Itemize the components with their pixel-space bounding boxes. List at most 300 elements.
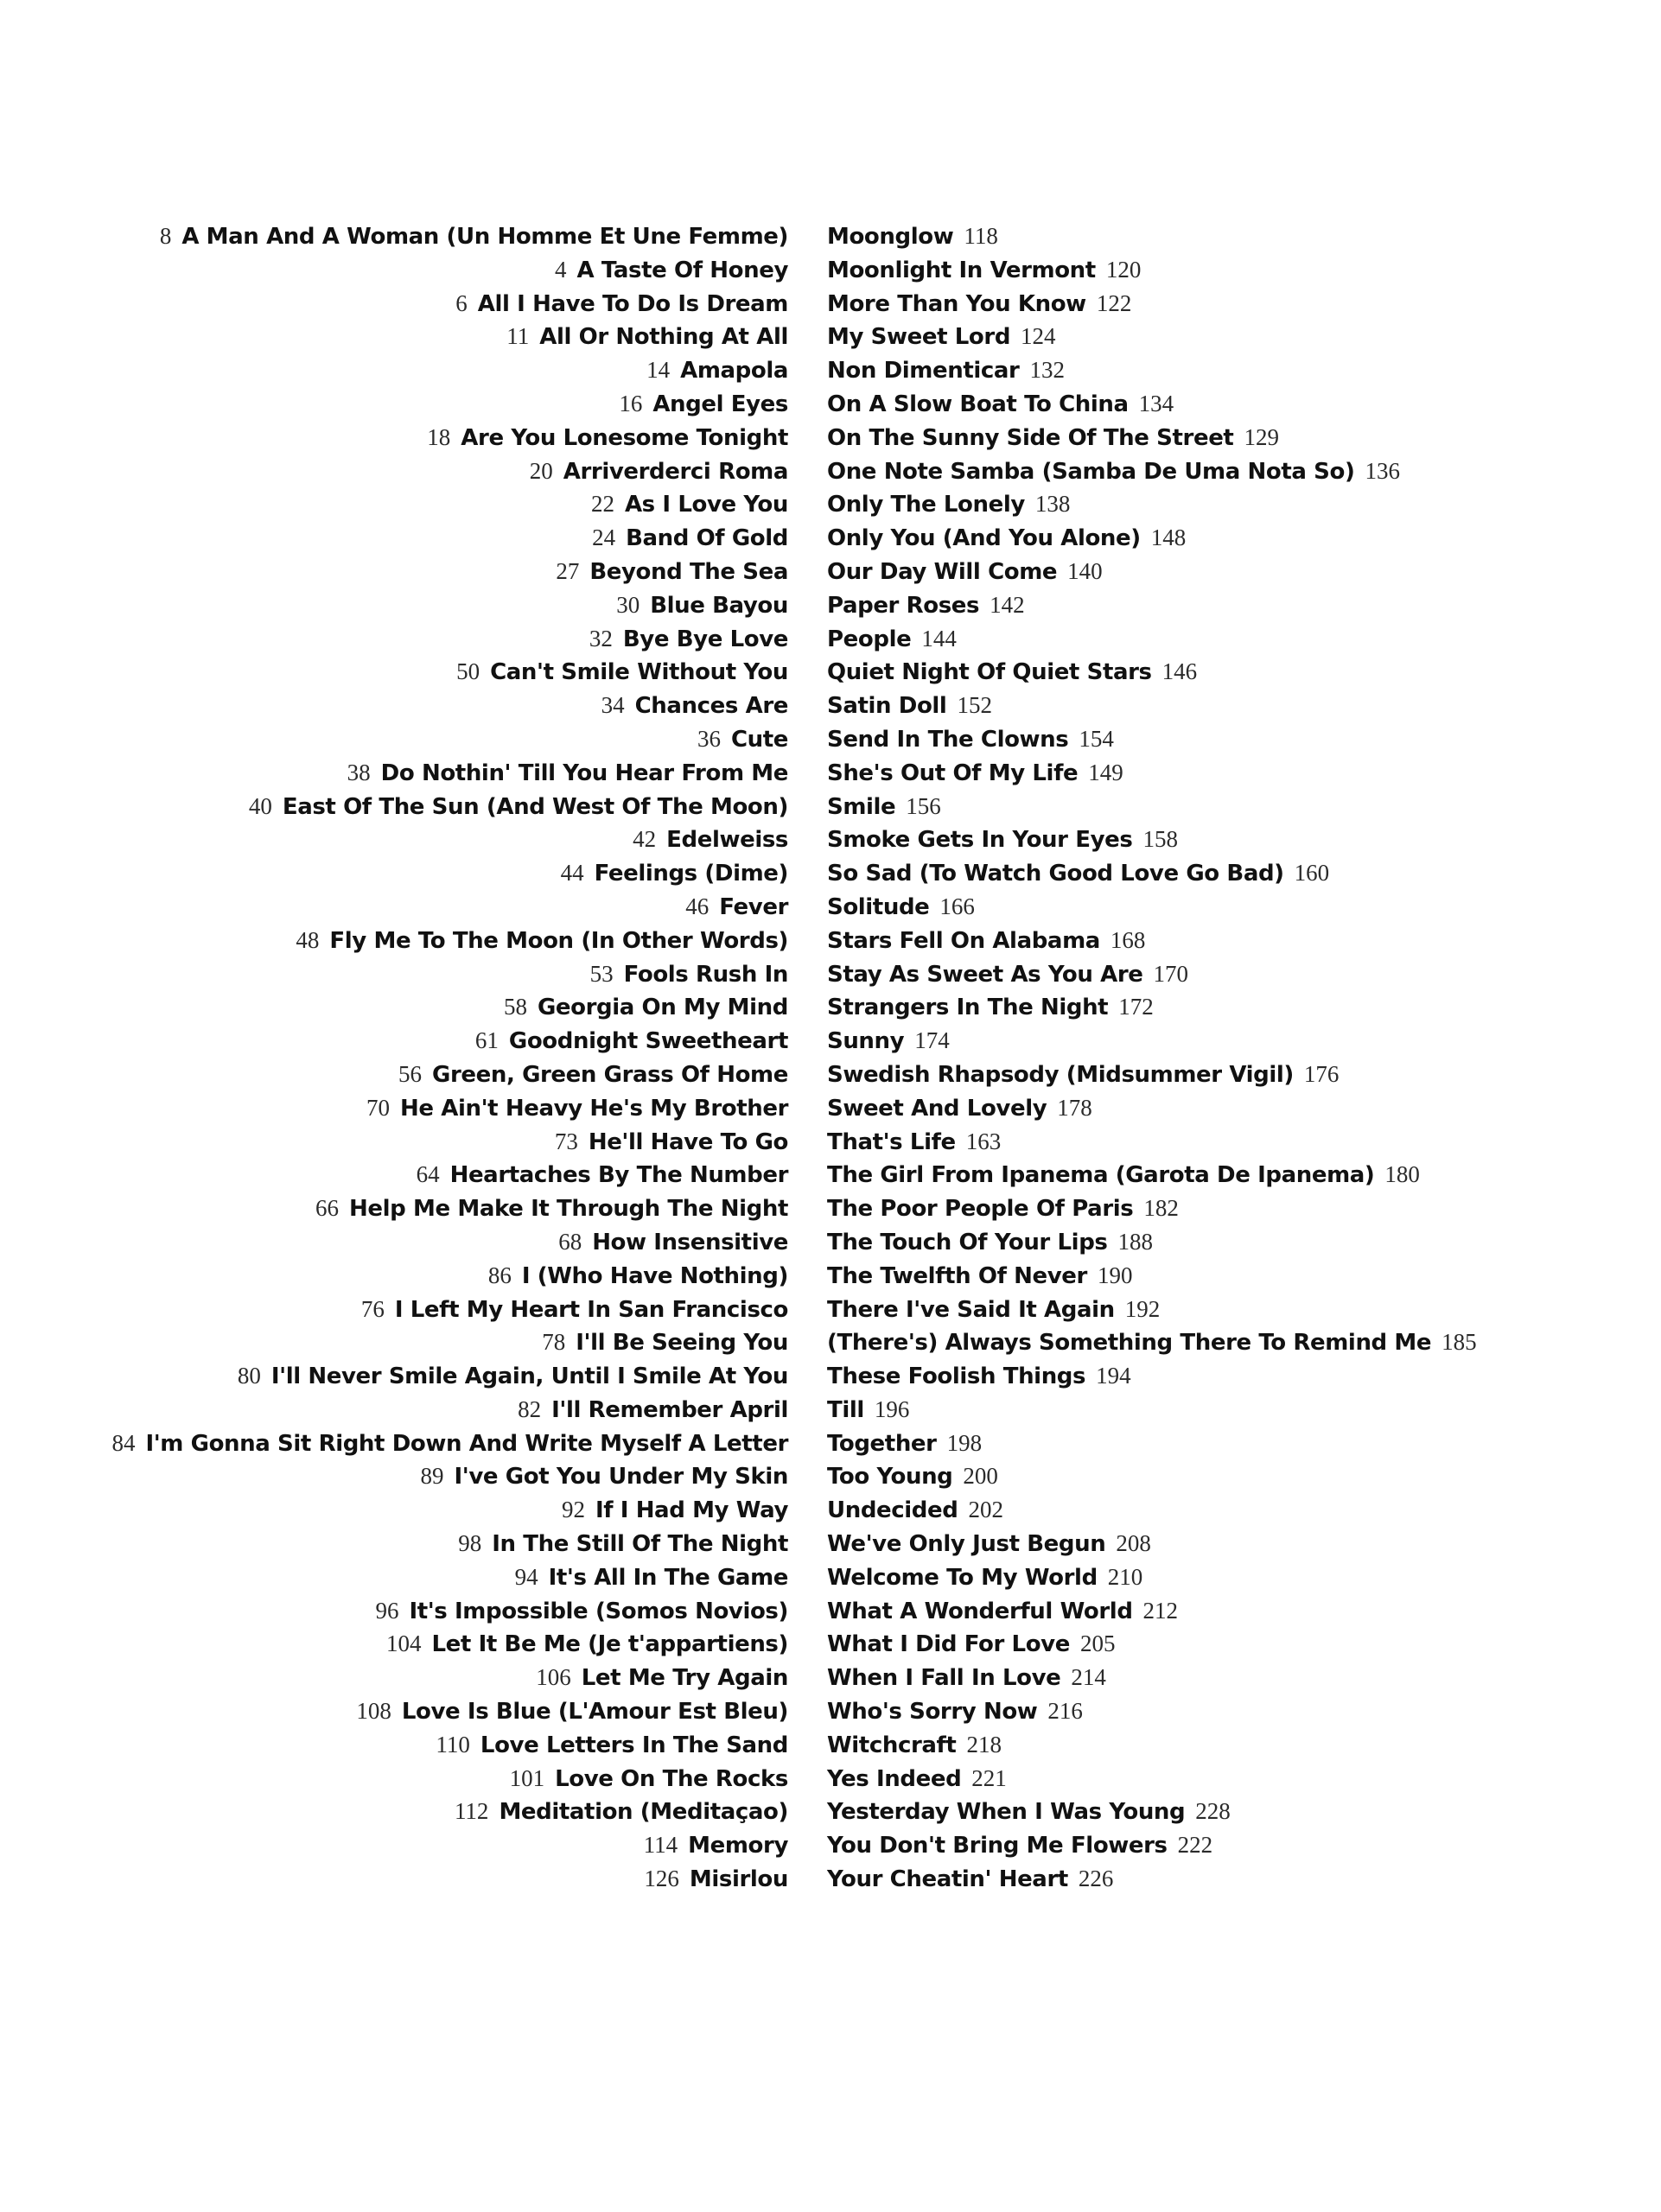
page-number: 188 bbox=[1117, 1228, 1153, 1255]
page-number: 129 bbox=[1244, 423, 1279, 450]
toc-entry bbox=[827, 924, 1477, 957]
page-number: 40 bbox=[248, 792, 272, 819]
toc-entry bbox=[827, 1058, 1477, 1091]
page-number: 80 bbox=[237, 1363, 261, 1389]
song-title: Fools Rush In bbox=[623, 961, 788, 988]
song-title: Swedish Rhapsody (Midsummer Vigil) bbox=[827, 1061, 1294, 1088]
song-title: Memory bbox=[688, 1833, 788, 1859]
page-number: 36 bbox=[697, 725, 721, 752]
toc-entry bbox=[827, 1862, 1477, 1896]
page-number: 8 bbox=[159, 223, 172, 249]
page-number: 149 bbox=[1088, 759, 1123, 785]
song-title: Arriverderci Roma bbox=[563, 458, 788, 485]
song-title: I'll Remember April bbox=[551, 1396, 788, 1423]
song-title: Edelweiss bbox=[666, 827, 788, 854]
page-number: 182 bbox=[1143, 1195, 1179, 1222]
song-title: What A Wonderful World bbox=[827, 1598, 1133, 1624]
toc-entry bbox=[111, 253, 788, 287]
page-number: 122 bbox=[1096, 289, 1132, 316]
song-title: Yes Indeed bbox=[827, 1765, 962, 1792]
page-number: 42 bbox=[633, 826, 657, 853]
song-title: A Man And A Woman (Un Homme Et Une Femme) bbox=[181, 224, 788, 250]
song-title: Can't Smile Without You bbox=[490, 659, 788, 686]
page-number: 192 bbox=[1124, 1295, 1161, 1322]
toc-entry bbox=[111, 1125, 788, 1159]
song-title: East Of The Sun (And West Of The Moon) bbox=[282, 793, 788, 820]
toc-entry bbox=[827, 1393, 1477, 1427]
song-title: Only The Lonely bbox=[827, 492, 1025, 518]
page-number: 174 bbox=[914, 1027, 950, 1054]
song-title: Stay As Sweet As You Are bbox=[827, 961, 1143, 988]
song-title: Meditation (Meditaçao) bbox=[499, 1799, 788, 1826]
page-number: 18 bbox=[427, 423, 451, 450]
toc-entry bbox=[111, 756, 788, 790]
song-title: He'll Have To Go bbox=[588, 1128, 788, 1155]
song-title: Strangers In The Night bbox=[827, 995, 1109, 1021]
toc-entry bbox=[827, 387, 1477, 421]
page-number: 38 bbox=[347, 759, 371, 785]
toc-entry bbox=[827, 890, 1477, 924]
page-number: 92 bbox=[561, 1497, 585, 1523]
toc-entry bbox=[111, 957, 788, 991]
toc-entry bbox=[111, 1393, 788, 1427]
page-number: 86 bbox=[487, 1262, 512, 1288]
toc-entry bbox=[111, 1694, 788, 1728]
page-number: 218 bbox=[966, 1731, 1002, 1758]
page-number: 114 bbox=[643, 1832, 678, 1859]
toc-entry bbox=[827, 957, 1477, 991]
song-title: I'll Be Seeing You bbox=[576, 1330, 788, 1357]
toc-entry bbox=[827, 1627, 1477, 1661]
toc-entry bbox=[827, 219, 1477, 253]
toc-entry bbox=[111, 1293, 788, 1326]
toc-entry bbox=[111, 924, 788, 957]
toc-entry bbox=[827, 1459, 1477, 1493]
page-number: 11 bbox=[506, 323, 530, 350]
page-number: 30 bbox=[616, 591, 640, 618]
song-title: All Or Nothing At All bbox=[539, 324, 788, 351]
page-number: 134 bbox=[1138, 390, 1174, 416]
toc-entry bbox=[111, 1091, 788, 1125]
page-number: 27 bbox=[556, 557, 580, 584]
toc-entry bbox=[111, 1762, 788, 1796]
song-title: That's Life bbox=[827, 1128, 956, 1155]
toc-entry bbox=[111, 1828, 788, 1862]
page-number: 68 bbox=[558, 1228, 582, 1255]
song-title: Your Cheatin' Heart bbox=[827, 1866, 1068, 1893]
toc-entry bbox=[111, 1225, 788, 1259]
song-title: Satin Doll bbox=[827, 693, 947, 720]
song-title: One Note Samba (Samba De Uma Nota So) bbox=[827, 458, 1355, 485]
toc-entry bbox=[827, 521, 1477, 555]
page-number: 44 bbox=[560, 860, 584, 887]
toc-entry bbox=[111, 823, 788, 856]
toc-entry bbox=[111, 1527, 788, 1560]
toc-entry bbox=[827, 1225, 1477, 1259]
page-number: 163 bbox=[965, 1128, 1002, 1154]
song-title: Beyond The Sea bbox=[589, 558, 788, 585]
page-number: 158 bbox=[1142, 826, 1178, 853]
song-title: Band Of Gold bbox=[626, 525, 788, 552]
page-number: 96 bbox=[375, 1597, 399, 1624]
song-title: He Ain't Heavy He's My Brother bbox=[400, 1095, 788, 1122]
toc-entry bbox=[111, 1427, 788, 1460]
toc-entry bbox=[827, 1024, 1477, 1058]
song-title: Angel Eyes bbox=[652, 391, 788, 417]
toc-entry bbox=[827, 1694, 1477, 1728]
page-number: 228 bbox=[1195, 1798, 1231, 1825]
song-title: Together bbox=[827, 1430, 937, 1457]
page-number: 106 bbox=[536, 1664, 571, 1691]
page-number: 108 bbox=[356, 1698, 391, 1725]
toc-entry bbox=[111, 219, 788, 253]
toc-entry bbox=[827, 990, 1477, 1024]
page-number: 58 bbox=[503, 994, 527, 1020]
song-title: Heartaches By The Number bbox=[449, 1162, 788, 1189]
toc-entry bbox=[111, 1493, 788, 1527]
toc-entry bbox=[827, 555, 1477, 588]
song-title: I Left My Heart In San Francisco bbox=[394, 1296, 788, 1323]
song-title: I (Who Have Nothing) bbox=[521, 1262, 788, 1289]
song-title: The Poor People Of Paris bbox=[827, 1196, 1134, 1223]
page-number: 98 bbox=[458, 1530, 482, 1557]
toc-entry bbox=[111, 622, 788, 656]
song-title: (There's) Always Something There To Remind Me bbox=[827, 1330, 1432, 1357]
page-number: 56 bbox=[398, 1060, 422, 1087]
song-title: Non Dimenticar bbox=[827, 358, 1020, 385]
toc-entry bbox=[827, 320, 1477, 353]
toc-entry bbox=[827, 287, 1477, 321]
page-number: 210 bbox=[1107, 1563, 1143, 1590]
page-number: 208 bbox=[1116, 1530, 1151, 1557]
song-title: Feelings (Dime) bbox=[594, 861, 788, 887]
page-number: 16 bbox=[619, 390, 643, 416]
song-title: My Sweet Lord bbox=[827, 324, 1011, 351]
page-number: 226 bbox=[1078, 1866, 1114, 1892]
song-title: Do Nothin' Till You Hear From Me bbox=[380, 760, 788, 786]
page-number: 160 bbox=[1294, 860, 1330, 887]
page-number: 172 bbox=[1118, 994, 1154, 1020]
page-number: 120 bbox=[1105, 256, 1142, 283]
page-number: 214 bbox=[1071, 1664, 1106, 1691]
toc-entry bbox=[827, 856, 1477, 890]
song-title: How Insensitive bbox=[592, 1229, 788, 1255]
song-title: Are You Lonesome Tonight bbox=[461, 424, 788, 451]
song-title: Solitude bbox=[827, 893, 930, 920]
page-number: 4 bbox=[555, 256, 567, 283]
toc-entry bbox=[827, 353, 1477, 387]
page-number: 110 bbox=[436, 1731, 470, 1758]
page-number: 185 bbox=[1441, 1329, 1477, 1356]
song-title: Green, Green Grass Of Home bbox=[432, 1061, 788, 1088]
toc-entry bbox=[827, 1427, 1477, 1460]
toc-entry bbox=[827, 1762, 1477, 1796]
song-title: It's Impossible (Somos Novios) bbox=[409, 1598, 788, 1624]
page-number: 170 bbox=[1153, 960, 1189, 987]
toc-entry bbox=[111, 1158, 788, 1192]
toc-entry bbox=[111, 555, 788, 588]
song-title: What I Did For Love bbox=[827, 1631, 1070, 1658]
song-title: Till bbox=[827, 1396, 864, 1423]
page-number: 152 bbox=[957, 692, 992, 719]
song-title: As I Love You bbox=[624, 492, 788, 518]
page-number: 140 bbox=[1067, 557, 1103, 584]
song-title: Our Day Will Come bbox=[827, 558, 1058, 585]
page-number: 20 bbox=[529, 457, 553, 484]
toc-entry bbox=[827, 1293, 1477, 1326]
toc-entry bbox=[111, 1661, 788, 1694]
toc-entry bbox=[827, 1091, 1477, 1125]
toc-entry bbox=[111, 320, 788, 353]
page-number: 82 bbox=[518, 1395, 542, 1422]
page-number: 76 bbox=[360, 1295, 385, 1322]
page-number: 198 bbox=[946, 1429, 983, 1456]
toc-entry bbox=[827, 253, 1477, 287]
toc-entry bbox=[827, 722, 1477, 756]
song-title: Help Me Make It Through The Night bbox=[349, 1196, 788, 1223]
toc-entry bbox=[827, 689, 1477, 722]
song-title: Love Is Blue (L'Amour Est Bleu) bbox=[401, 1699, 788, 1726]
toc-entry bbox=[111, 1627, 788, 1661]
page-number: 132 bbox=[1029, 357, 1065, 384]
toc-entry bbox=[111, 890, 788, 924]
song-title: There I've Said It Again bbox=[827, 1296, 1115, 1323]
page-number: 136 bbox=[1365, 457, 1400, 484]
toc-entry bbox=[827, 588, 1477, 622]
toc-entry bbox=[111, 353, 788, 387]
toc-entry bbox=[827, 655, 1477, 689]
toc-entry bbox=[111, 487, 788, 521]
page-number: 61 bbox=[474, 1027, 499, 1054]
page-number: 94 bbox=[514, 1563, 538, 1590]
song-title: Blue Bayou bbox=[650, 592, 788, 619]
song-title: Send In The Clowns bbox=[827, 726, 1069, 753]
song-title: These Foolish Things bbox=[827, 1363, 1086, 1390]
page-number: 70 bbox=[366, 1094, 391, 1121]
song-title: Bye Bye Love bbox=[622, 626, 788, 652]
song-title: The Touch Of Your Lips bbox=[827, 1229, 1108, 1255]
page-number: 190 bbox=[1097, 1262, 1133, 1288]
song-title: You Don't Bring Me Flowers bbox=[827, 1833, 1168, 1859]
song-title: Fever bbox=[719, 893, 788, 920]
toc-entry bbox=[827, 1359, 1477, 1393]
toc-entry bbox=[111, 287, 788, 321]
toc-entry bbox=[111, 1728, 788, 1762]
page-number: 84 bbox=[111, 1429, 136, 1456]
song-title: Georgia On My Mind bbox=[537, 995, 788, 1021]
page-number: 124 bbox=[1021, 323, 1056, 350]
toc-entry bbox=[111, 856, 788, 890]
page-number: 22 bbox=[590, 491, 614, 518]
page-number: 205 bbox=[1079, 1630, 1116, 1657]
toc-entry bbox=[827, 421, 1477, 454]
page-number: 154 bbox=[1079, 725, 1114, 752]
toc-entry bbox=[111, 1325, 788, 1359]
page-number: 101 bbox=[509, 1764, 545, 1791]
toc-entry bbox=[111, 421, 788, 454]
page-number: 202 bbox=[968, 1497, 1003, 1523]
page-number: 73 bbox=[554, 1128, 578, 1154]
page-number: 178 bbox=[1057, 1094, 1092, 1121]
page-number: 53 bbox=[589, 960, 614, 987]
toc-entry bbox=[111, 722, 788, 756]
page-number: 66 bbox=[315, 1195, 340, 1222]
toc-entry bbox=[827, 1527, 1477, 1560]
toc-entry bbox=[111, 1259, 788, 1293]
page-number: 156 bbox=[906, 792, 941, 819]
toc-entry bbox=[111, 990, 788, 1024]
toc-entry bbox=[111, 1459, 788, 1493]
toc-entry bbox=[111, 1024, 788, 1058]
page-number: 168 bbox=[1110, 926, 1146, 953]
toc-entry bbox=[111, 454, 788, 488]
song-title: Love Letters In The Sand bbox=[480, 1732, 788, 1758]
song-title: Who's Sorry Now bbox=[827, 1699, 1038, 1726]
page-number: 48 bbox=[296, 926, 320, 953]
toc-entry bbox=[827, 1125, 1477, 1159]
page-number: 200 bbox=[963, 1463, 998, 1490]
toc-entry bbox=[827, 1192, 1477, 1225]
page-number: 46 bbox=[685, 893, 710, 919]
song-title: We've Only Just Begun bbox=[827, 1531, 1106, 1558]
page-number: 222 bbox=[1177, 1832, 1213, 1859]
toc-entry bbox=[111, 387, 788, 421]
page-number: 104 bbox=[385, 1630, 422, 1657]
page-number: 212 bbox=[1142, 1597, 1179, 1624]
song-title: Sweet And Lovely bbox=[827, 1095, 1047, 1122]
song-title: Only You (And You Alone) bbox=[827, 525, 1141, 552]
song-title: Smile bbox=[827, 793, 896, 820]
song-title: I'm Gonna Sit Right Down And Write Myself A Letter bbox=[145, 1430, 788, 1457]
toc-entry bbox=[111, 521, 788, 555]
page-number: 32 bbox=[589, 625, 613, 652]
toc-entry bbox=[827, 1594, 1477, 1628]
song-title: So Sad (To Watch Good Love Go Bad) bbox=[827, 861, 1284, 887]
song-title: People bbox=[827, 626, 912, 652]
toc-entry bbox=[111, 1560, 788, 1594]
song-title: Paper Roses bbox=[827, 592, 980, 619]
song-title: Smoke Gets In Your Eyes bbox=[827, 827, 1133, 854]
song-title: Witchcraft bbox=[827, 1732, 957, 1758]
toc-entry bbox=[827, 756, 1477, 790]
toc-entry bbox=[827, 790, 1477, 823]
song-title: It's All In The Game bbox=[548, 1564, 788, 1591]
song-title: Moonglow bbox=[827, 224, 954, 250]
toc-entry bbox=[111, 1192, 788, 1225]
toc-entry bbox=[827, 1728, 1477, 1762]
page-number: 89 bbox=[420, 1463, 444, 1490]
page-number: 194 bbox=[1096, 1363, 1131, 1389]
song-title: Too Young bbox=[827, 1464, 953, 1491]
table-of-contents bbox=[0, 219, 1661, 1904]
page-number: 6 bbox=[455, 289, 468, 316]
page-number: 146 bbox=[1161, 658, 1198, 685]
toc-entry bbox=[827, 1560, 1477, 1594]
song-title: The Twelfth Of Never bbox=[827, 1262, 1087, 1289]
toc-entry bbox=[111, 1594, 788, 1628]
page-number: 14 bbox=[646, 357, 671, 384]
toc-entry bbox=[827, 823, 1477, 856]
page-number: 50 bbox=[456, 658, 480, 685]
toc-entry bbox=[827, 1828, 1477, 1862]
page-number: 24 bbox=[592, 524, 616, 551]
song-title: Cute bbox=[730, 726, 788, 753]
toc-entry bbox=[111, 655, 788, 689]
toc-entry bbox=[827, 1325, 1477, 1359]
song-title: In The Still Of The Night bbox=[492, 1531, 788, 1558]
song-title: Yesterday When I Was Young bbox=[827, 1799, 1186, 1826]
song-title: The Girl From Ipanema (Garota De Ipanema) bbox=[827, 1162, 1375, 1189]
song-title: Moonlight In Vermont bbox=[827, 257, 1096, 283]
toc-entry bbox=[827, 1661, 1477, 1694]
page-number: 142 bbox=[990, 591, 1025, 618]
toc-entry bbox=[111, 689, 788, 722]
song-title: On A Slow Boat To China bbox=[827, 391, 1129, 417]
toc-entry bbox=[111, 1795, 788, 1828]
contents-left-column bbox=[111, 219, 788, 1896]
page-number: 166 bbox=[939, 893, 975, 919]
song-title: A Taste Of Honey bbox=[576, 257, 788, 283]
page-number: 126 bbox=[644, 1866, 679, 1892]
toc-entry bbox=[827, 1259, 1477, 1293]
song-title: Welcome To My World bbox=[827, 1564, 1098, 1591]
page-number: 176 bbox=[1303, 1060, 1340, 1087]
song-title: Love On The Rocks bbox=[555, 1765, 788, 1792]
song-title: More Than You Know bbox=[827, 290, 1086, 317]
song-title: On The Sunny Side Of The Street bbox=[827, 424, 1234, 451]
page-number: 78 bbox=[542, 1329, 566, 1356]
song-title: Chances Are bbox=[634, 693, 788, 720]
song-title: Let It Be Me (Je t'appartiens) bbox=[431, 1631, 788, 1658]
page-number: 144 bbox=[921, 625, 957, 652]
song-title: Let Me Try Again bbox=[581, 1665, 788, 1692]
song-title: Sunny bbox=[827, 1028, 905, 1055]
song-title: I've Got You Under My Skin bbox=[454, 1464, 788, 1491]
song-title: When I Fall In Love bbox=[827, 1665, 1061, 1692]
song-title: Amapola bbox=[680, 358, 788, 385]
song-title: Stars Fell On Alabama bbox=[827, 927, 1100, 954]
page-number: 216 bbox=[1047, 1698, 1083, 1725]
song-title: Goodnight Sweetheart bbox=[508, 1028, 788, 1055]
song-title: I'll Never Smile Again, Until I Smile At You bbox=[270, 1363, 788, 1390]
song-title: Misirlou bbox=[689, 1866, 788, 1893]
toc-entry bbox=[827, 1158, 1477, 1192]
song-title: Undecided bbox=[827, 1497, 958, 1524]
page-number: 112 bbox=[454, 1798, 489, 1825]
toc-entry bbox=[827, 1795, 1477, 1828]
page-number: 138 bbox=[1034, 491, 1071, 518]
toc-entry bbox=[111, 1862, 788, 1896]
song-title: Quiet Night Of Quiet Stars bbox=[827, 659, 1152, 686]
page-number: 34 bbox=[601, 692, 625, 719]
toc-entry bbox=[111, 1359, 788, 1393]
toc-entry bbox=[827, 487, 1477, 521]
page-number: 118 bbox=[964, 223, 998, 249]
contents-right-column bbox=[827, 219, 1477, 1896]
song-title: If I Had My Way bbox=[595, 1497, 788, 1524]
page-number: 180 bbox=[1384, 1161, 1420, 1188]
page-number: 196 bbox=[874, 1395, 910, 1422]
toc-entry bbox=[827, 454, 1477, 488]
toc-entry bbox=[111, 1058, 788, 1091]
toc-entry bbox=[111, 790, 788, 823]
song-title: Fly Me To The Moon (In Other Words) bbox=[329, 927, 788, 954]
song-title: She's Out Of My Life bbox=[827, 760, 1079, 786]
toc-entry bbox=[827, 622, 1477, 656]
toc-entry bbox=[111, 588, 788, 622]
page-number: 148 bbox=[1150, 524, 1187, 551]
page-number: 221 bbox=[971, 1764, 1007, 1791]
